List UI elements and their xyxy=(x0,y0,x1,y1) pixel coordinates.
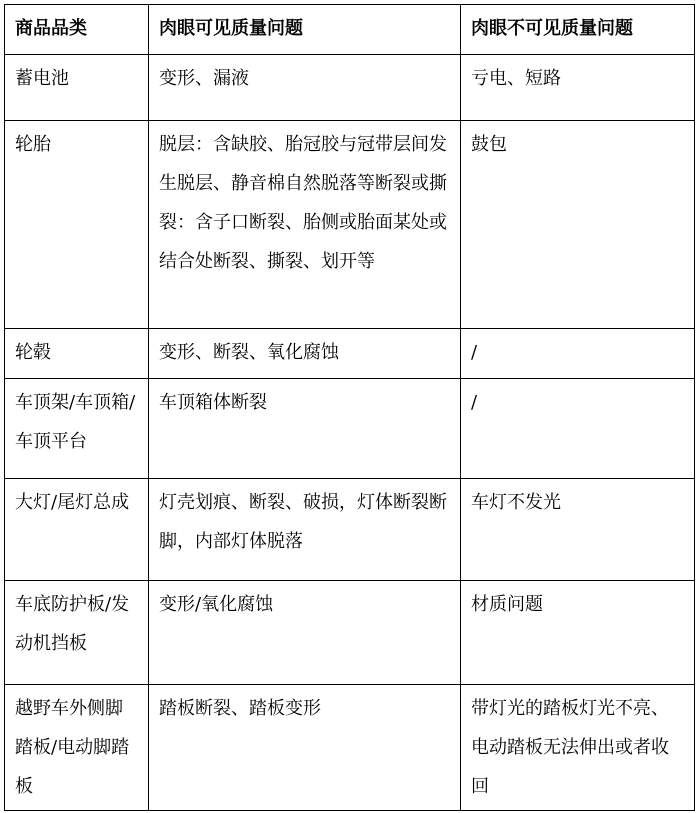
header-invisible-issues xyxy=(461,5,695,55)
row-visible-text: 脱层：含缺胶、胎冠胶与冠带层间发生脱层、静音棉自然脱落等断裂或撕裂：含子口断裂、胎侧或胎面某处或结合处断裂、撕裂、划开等 xyxy=(159,134,447,272)
table-row xyxy=(5,479,695,581)
row-invisible-cell xyxy=(461,685,695,811)
row-visible-text: 变形、漏液 xyxy=(159,68,249,89)
row-invisible-text: / xyxy=(471,342,478,363)
row-visible-cell xyxy=(149,329,461,379)
header-visible-issues-text: 肉眼可见质量问题 xyxy=(159,18,303,39)
row-invisible-text: 亏电、短路 xyxy=(471,68,561,89)
row-invisible-cell xyxy=(461,121,695,329)
table-row xyxy=(5,379,695,479)
row-category-text: 车顶架/车顶箱/车顶平台 xyxy=(15,392,136,452)
header-category xyxy=(5,5,149,55)
row-category-cell xyxy=(5,581,149,685)
row-invisible-text: 材质问题 xyxy=(471,594,543,615)
table-row xyxy=(5,55,695,121)
row-invisible-cell xyxy=(461,479,695,581)
row-visible-cell xyxy=(149,479,461,581)
row-visible-cell xyxy=(149,121,461,329)
row-visible-cell xyxy=(149,55,461,121)
table-row xyxy=(5,581,695,685)
quality-issues-table xyxy=(4,4,695,811)
row-visible-text: 车顶箱体断裂 xyxy=(159,392,267,413)
row-category-cell xyxy=(5,121,149,329)
row-category-cell xyxy=(5,379,149,479)
row-visible-cell xyxy=(149,581,461,685)
row-visible-text: 变形/氧化腐蚀 xyxy=(159,594,274,615)
row-visible-text: 灯壳划痕、断裂、破损，灯体断裂断脚，内部灯体脱落 xyxy=(159,492,447,552)
row-category-text: 大灯/尾灯总成 xyxy=(15,492,130,513)
row-category-cell xyxy=(5,479,149,581)
row-visible-cell xyxy=(149,379,461,479)
row-visible-cell xyxy=(149,685,461,811)
row-category-cell xyxy=(5,685,149,811)
row-invisible-cell xyxy=(461,55,695,121)
row-category-cell xyxy=(5,329,149,379)
header-visible-issues xyxy=(149,5,461,55)
row-invisible-text: 鼓包 xyxy=(471,134,507,155)
header-category-text: 商品品类 xyxy=(15,18,87,39)
row-category-cell xyxy=(5,55,149,121)
row-category-text: 轮毂 xyxy=(15,342,51,363)
row-visible-text: 变形、断裂、氧化腐蚀 xyxy=(159,342,339,363)
row-invisible-text: 带灯光的踏板灯光不亮、电动踏板无法伸出或者收回 xyxy=(471,698,669,797)
header-invisible-issues-text: 肉眼不可见质量问题 xyxy=(471,18,633,39)
row-invisible-cell xyxy=(461,379,695,479)
row-invisible-text: 车灯不发光 xyxy=(471,492,561,513)
row-category-text: 轮胎 xyxy=(15,134,51,155)
row-category-text: 蓄电池 xyxy=(15,68,69,89)
row-invisible-cell xyxy=(461,329,695,379)
row-invisible-cell xyxy=(461,581,695,685)
table-row xyxy=(5,685,695,811)
row-invisible-text: / xyxy=(471,392,478,413)
table-header-row xyxy=(5,5,695,55)
table-row xyxy=(5,121,695,329)
row-category-text: 车底防护板/发动机挡板 xyxy=(15,594,130,654)
table-row xyxy=(5,329,695,379)
row-category-text: 越野车外侧脚踏板/电动脚踏板 xyxy=(15,698,130,797)
row-visible-text: 踏板断裂、踏板变形 xyxy=(159,698,321,719)
